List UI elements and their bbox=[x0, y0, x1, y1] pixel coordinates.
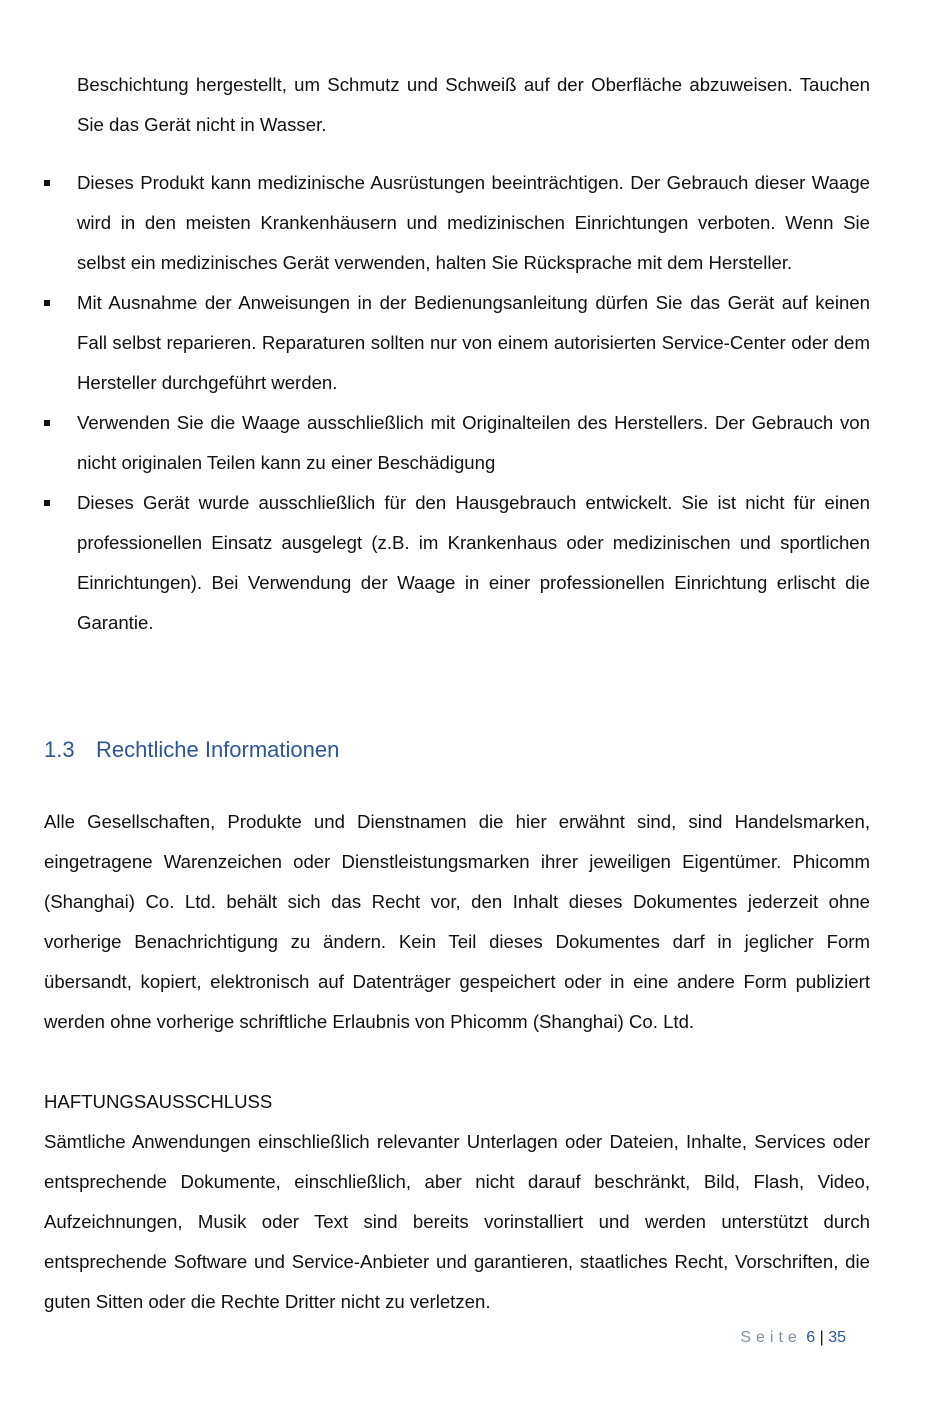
square-bullet-icon bbox=[44, 180, 50, 186]
bullet-item bbox=[44, 283, 870, 403]
bullet-text: Mit Ausnahme der Anweisungen in der Bedienungsanleitung dürfen Sie das Gerät auf keinen Fall selbst reparieren. Reparaturen sollten nur von einem autorisierten Service-Center oder dem Hersteller durchgeführt werden. bbox=[77, 292, 870, 394]
bullet-item bbox=[44, 483, 870, 643]
bullet-item bbox=[44, 163, 870, 283]
square-bullet-icon bbox=[44, 420, 50, 426]
footer-page-total: 35 bbox=[828, 1329, 846, 1346]
square-bullet-icon bbox=[44, 500, 50, 506]
footer-page-label: Seite bbox=[740, 1329, 802, 1346]
safety-bullet-list bbox=[44, 163, 870, 643]
bullet-item bbox=[44, 403, 870, 483]
section-title: Rechtliche Informationen bbox=[96, 737, 340, 763]
page-content bbox=[44, 46, 870, 1322]
bullet-text: Verwenden Sie die Waage ausschließlich mit Originalteilen des Herstellers. Der Gebrauch von nicht originalen Teilen kann zu einer Beschädigung bbox=[77, 412, 870, 474]
bullet-continuation-text: Beschichtung hergestellt, um Schmutz und Schweiß auf der Oberfläche abzuweisen. Tauchen Sie das Gerät nicht in Wasser. bbox=[77, 73, 870, 135]
bullet-text: Dieses Produkt kann medizinische Ausrüstungen beeinträchtigen. Der Gebrauch dieser Waage wird in den meisten Krankenhäusern und medizinischen Einrichtungen verboten. Wenn Sie selbst ein medizinisches Gerät verwenden, halten Sie Rücksprache mit dem Hersteller. bbox=[77, 172, 870, 274]
square-bullet-icon bbox=[44, 300, 50, 306]
legal-paragraph: Alle Gesellschaften, Produkte und Dienstnamen die hier erwähnt sind, sind Handelsmarken, eingetragene Warenzeichen oder Dienstleistungsmarken ihrer jeweiligen Eigentümer. Phicomm (Shanghai) Co. Ltd. behält sich das Recht vor, den Inhalt dieses Dokumentes jederzeit ohne vorherige Benachrichtigung zu ändern. Kein Teil dieses Dokumentes darf in jeglicher Form übersandt, kopiert, elektronisch auf Datenträger gespeichert oder in eine andere Form publiziert werden ohne vorherige schriftliche Erlaubnis von Phicomm (Shanghai) Co. Ltd. bbox=[44, 811, 870, 1033]
section-heading bbox=[44, 735, 870, 765]
section-number: 1.3 bbox=[44, 737, 75, 763]
bullet-text: Dieses Gerät wurde ausschließlich für den Hausgebrauch entwickelt. Sie ist nicht für einen professionellen Einsatz ausgelegt (z.B. im Krankenhaus oder medizinischen und sportlichen Einrichtungen). Bei Verwendung der Waage in einer professionellen Einrichtung erlischt die Garantie. bbox=[77, 492, 870, 634]
disclaimer-paragraph: Sämtliche Anwendungen einschließlich relevanter Unterlagen oder Dateien, Inhalte, Services oder entsprechende Dokumente, einschließlich, aber nicht darauf beschränkt, Bild, Flash, Video, Aufzeichnungen, Musik oder Text sind bereits vorinstalliert und werden unterstützt durch entsprechende Software und Service-Anbieter und garantieren, staatliches Recht, Vorschriften, die guten Sitten oder die Rechte Dritter nicht zu verletzen. bbox=[44, 1131, 870, 1313]
disclaimer-heading: HAFTUNGSAUSSCHLUSS bbox=[44, 1091, 273, 1113]
footer-separator: | bbox=[819, 1329, 824, 1346]
page-footer bbox=[740, 1327, 846, 1349]
footer-page-number: 6 bbox=[806, 1329, 816, 1346]
